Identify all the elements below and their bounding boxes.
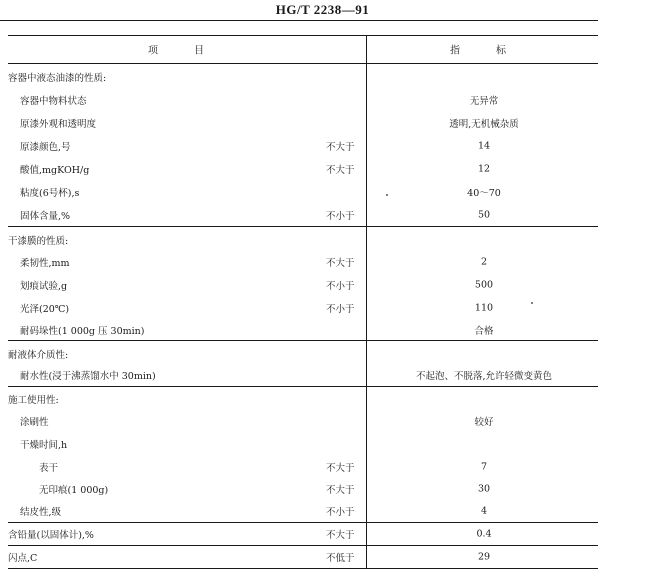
table-header (8, 35, 598, 63)
row-value: 合格 (474, 326, 494, 338)
row-qualifier: 不大于 (326, 485, 355, 497)
row-qualifier: 不小于 (326, 211, 355, 223)
row-item: 干燥时间,h (20, 440, 68, 452)
row-item: 施工使用性: (8, 395, 59, 407)
row-qualifier: 不大于 (326, 142, 355, 154)
row-qualifier: 不小于 (326, 304, 355, 316)
row-item: 耐水性(浸于沸蒸馏水中 30min) (20, 371, 156, 383)
row-value: 0.4 (476, 528, 492, 540)
table-row (8, 410, 598, 433)
table-row (8, 204, 598, 227)
table-row (8, 456, 598, 479)
row-value: 29 (477, 551, 491, 563)
row-item: 结皮性,级 (20, 507, 62, 519)
row-qualifier: 不大于 (326, 530, 355, 542)
table-row (8, 319, 598, 342)
row-item: 容器中液态油漆的性质: (8, 73, 107, 85)
row-item: 划痕试验,g (20, 281, 68, 293)
table-row (8, 433, 598, 456)
table-row (8, 135, 598, 158)
row-item: 耐码垛性(1 000g 压 30min) (20, 326, 145, 338)
table-row (8, 546, 598, 569)
row-value: 110 (474, 302, 494, 314)
table-row (8, 158, 598, 181)
table-row (8, 181, 598, 204)
row-item: 干漆膜的性质: (8, 236, 69, 248)
column-header-rule (8, 63, 598, 64)
row-value: 2 (480, 256, 488, 268)
scan-speck (531, 302, 533, 304)
row-value: 7 (480, 461, 488, 473)
table-row (8, 229, 598, 252)
row-value: 透明,无机械杂质 (449, 119, 519, 131)
row-item: 光泽(20℃) (20, 304, 70, 316)
column-header-item: 项目 (148, 45, 240, 57)
column-header-spec: 指标 (450, 45, 542, 57)
header-rule (0, 20, 598, 21)
row-value: 不起泡、不脱落,允许轻微变黄色 (415, 371, 553, 383)
table-row (8, 274, 598, 297)
row-value: 500 (474, 279, 494, 291)
row-item: 容器中物料状态 (20, 96, 87, 108)
table-row (8, 343, 598, 366)
scan-speck (386, 194, 388, 196)
table-row (8, 478, 598, 501)
row-qualifier: 不小于 (326, 507, 355, 519)
table-row (8, 112, 598, 135)
row-value: 较好 (474, 417, 494, 429)
row-value: 50 (477, 209, 491, 221)
row-item: 含铅量(以固体计),% (8, 530, 94, 542)
row-item: 无印痕(1 000g) (39, 485, 109, 497)
table-row (8, 364, 598, 387)
row-item: 酸值,mgKOH/g (20, 165, 90, 177)
row-value: 4 (480, 505, 488, 517)
row-value: 无异常 (469, 96, 499, 108)
row-qualifier: 不大于 (326, 165, 355, 177)
row-qualifier: 不大于 (326, 258, 355, 270)
table-row (8, 523, 598, 546)
table-row (8, 500, 598, 523)
row-item: 耐液体介质性: (8, 350, 69, 362)
row-qualifier: 不低于 (326, 553, 355, 565)
table-row (8, 251, 598, 274)
table-row (8, 388, 598, 411)
table-row (8, 89, 598, 112)
row-value: 40～70 (467, 188, 501, 200)
row-item: 涂刷性 (20, 417, 49, 429)
row-value: 12 (477, 163, 491, 175)
row-value: 14 (477, 140, 491, 152)
row-item: 柔韧性,mm (20, 258, 70, 270)
row-qualifier: 不大于 (326, 463, 355, 475)
row-item: 固体含量,% (20, 211, 71, 223)
row-qualifier: 不小于 (326, 281, 355, 293)
standard-code: HG/T 2238—91 (275, 2, 370, 17)
table-row (8, 297, 598, 320)
table-row (8, 66, 598, 89)
row-item: 原漆外观和透明度 (20, 119, 97, 131)
row-item: 闪点,C (8, 553, 38, 565)
row-item: 原漆颜色,号 (20, 142, 71, 154)
row-value: 30 (477, 483, 491, 495)
row-item: 粘度(6号杯),s (20, 188, 80, 200)
row-item: 表干 (39, 463, 59, 475)
